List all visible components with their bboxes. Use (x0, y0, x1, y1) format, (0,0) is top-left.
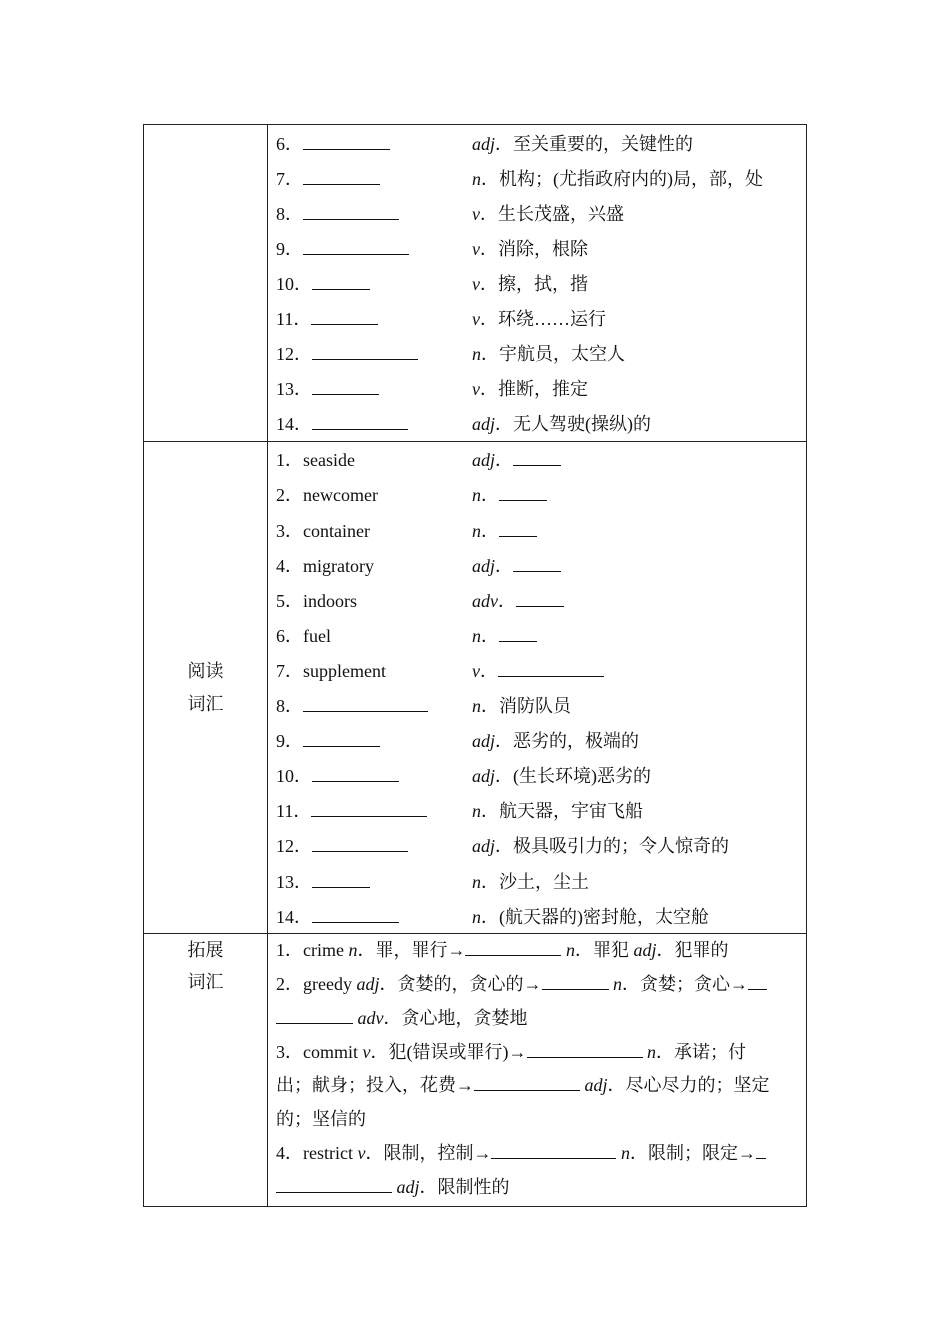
english-term: container (303, 520, 370, 541)
reading-row (276, 442, 796, 477)
answer-blank[interactable] (276, 1009, 353, 1024)
pos-dot: ． (480, 309, 498, 330)
meaning-cell (472, 727, 796, 753)
answer-blank[interactable] (499, 486, 547, 501)
item-number: 5． (276, 590, 303, 611)
term-cell (276, 517, 472, 543)
part-of-speech: n (647, 1041, 656, 1062)
text-run: 的；坚信的 (276, 1109, 366, 1130)
term-cell (276, 868, 472, 894)
term-cell (276, 903, 472, 929)
term-cell (276, 762, 472, 788)
item-number: 7． (276, 168, 303, 189)
text-run: 2．greedy (276, 973, 357, 994)
meaning-cell (472, 692, 796, 718)
term-cell (276, 130, 472, 156)
vocabulary-table (143, 124, 807, 1207)
text-run: ．罪犯 (574, 940, 634, 961)
reading-row (276, 512, 796, 547)
answer-blank[interactable] (312, 380, 379, 395)
answer-blank[interactable] (465, 941, 561, 956)
meaning-cell (472, 270, 796, 296)
answer-blank[interactable] (303, 170, 380, 185)
item-number: 9． (276, 731, 303, 752)
answer-blank[interactable] (516, 592, 564, 607)
top-row (276, 371, 796, 406)
answer-blank[interactable] (312, 275, 370, 290)
text-run: ．限制性的 (419, 1176, 510, 1197)
part-of-speech: adj (584, 1075, 608, 1096)
pos-dot: ． (495, 766, 514, 787)
answer-blank[interactable] (311, 802, 427, 817)
pos-dot: ． (481, 485, 499, 506)
text-run: ．限制；限定→ (629, 1142, 756, 1163)
meaning-cell (472, 446, 796, 472)
part-of-speech: n (620, 1142, 630, 1163)
reading-category-line1: 阅读 (187, 660, 224, 681)
reading-row (276, 863, 796, 898)
item-number: 9． (276, 238, 303, 259)
meaning-cell (472, 517, 796, 543)
extension-line (276, 1103, 796, 1137)
meaning-cell (472, 762, 796, 788)
top-row (276, 336, 796, 371)
item-number: 11． (276, 309, 312, 330)
item-number: 14． (276, 906, 312, 927)
extension-item (276, 1137, 796, 1205)
chinese-meaning: 擦，拭，揩 (498, 273, 588, 294)
part-of-speech: adj (472, 450, 496, 471)
meaning-cell (472, 235, 796, 261)
part-of-speech: adj (472, 133, 496, 154)
extended-category-line1: 拓展 (187, 940, 224, 961)
part-of-speech: adj (472, 414, 496, 435)
extension-line (276, 1137, 796, 1171)
chinese-meaning: (航天器的)密封舱，太空舱 (499, 906, 709, 927)
term-cell (276, 692, 472, 718)
answer-blank[interactable] (276, 1178, 392, 1193)
answer-blank[interactable] (311, 310, 378, 325)
section-extended (144, 934, 807, 1207)
part-of-speech: adj (396, 1176, 420, 1197)
answer-blank[interactable] (513, 557, 561, 572)
item-number: 14． (276, 414, 312, 435)
pos-dot: ． (481, 520, 499, 541)
english-term: indoors (303, 590, 357, 611)
term-cell (276, 235, 472, 261)
chinese-meaning: 宇航员，太空人 (499, 344, 625, 365)
part-of-speech: v (472, 273, 480, 294)
pos-dot: ． (495, 133, 514, 154)
item-number: 13． (276, 379, 312, 400)
section-reading (144, 441, 807, 933)
chinese-meaning: 机构；(尤指政府内的)局，部，处 (499, 168, 763, 189)
answer-blank[interactable] (312, 415, 408, 430)
item-number: 6． (276, 133, 303, 154)
part-of-speech: n (472, 801, 481, 822)
answer-blank[interactable] (312, 873, 370, 888)
chinese-meaning: 环绕……运行 (498, 309, 606, 330)
top-row (276, 160, 796, 195)
term-cell (276, 657, 472, 683)
answer-blank[interactable] (491, 1144, 616, 1159)
part-of-speech: adj (356, 973, 380, 994)
meaning-cell (472, 552, 796, 578)
term-cell (276, 305, 472, 331)
pos-dot: ． (495, 836, 514, 857)
part-of-speech: n (613, 973, 622, 994)
part-of-speech: adj (472, 731, 496, 752)
part-of-speech: n (472, 696, 481, 717)
text-run: 4．restrict (276, 1142, 358, 1163)
answer-blank[interactable] (474, 1076, 580, 1091)
term-cell (276, 165, 472, 191)
chinese-meaning: 推断，推定 (498, 379, 588, 400)
answer-blank[interactable] (312, 767, 399, 782)
answer-blank[interactable] (303, 697, 428, 712)
english-term: seaside (303, 450, 355, 471)
meaning-cell (472, 305, 796, 331)
pos-dot: ． (480, 273, 498, 294)
pos-dot: ． (480, 379, 498, 400)
meaning-cell (472, 130, 796, 156)
text-run: ．犯罪的 (656, 940, 729, 961)
english-term: fuel (303, 625, 331, 646)
vocabulary-sheet (143, 124, 807, 1207)
text-run: ．贪婪；贪心→ (622, 973, 748, 994)
pos-dot: ． (481, 871, 499, 892)
section-reading-category (144, 441, 268, 933)
term-cell (276, 552, 472, 578)
answer-blank[interactable] (312, 837, 408, 852)
part-of-speech: adj (472, 766, 496, 787)
section-top-content (268, 125, 807, 442)
reading-row (276, 617, 796, 652)
meaning-cell (472, 410, 796, 436)
term-cell (276, 832, 472, 858)
answer-blank[interactable] (312, 908, 399, 923)
part-of-speech: v (472, 238, 480, 259)
item-number: 10． (276, 766, 312, 787)
meaning-cell (472, 868, 796, 894)
chinese-meaning: 沙土，尘土 (499, 871, 589, 892)
pos-dot: ． (481, 906, 499, 927)
pos-dot: ． (495, 414, 514, 435)
term-cell (276, 446, 472, 472)
reading-category-line2: 词汇 (187, 693, 224, 714)
text-run: ．罪，罪行→ (357, 940, 466, 961)
part-of-speech: v (472, 660, 480, 681)
pos-dot: ． (495, 555, 514, 576)
reading-row (276, 582, 796, 617)
chinese-meaning: 消除，根除 (498, 238, 588, 259)
answer-blank[interactable] (303, 135, 390, 150)
term-cell (276, 270, 472, 296)
answer-blank[interactable] (513, 451, 561, 466)
extension-line (276, 1069, 796, 1103)
part-of-speech: n (472, 344, 481, 365)
meaning-cell (472, 797, 796, 823)
part-of-speech: v (472, 203, 480, 224)
item-number: 7． (276, 660, 303, 681)
chinese-meaning: 极具吸引力的；令人惊奇的 (513, 836, 730, 857)
part-of-speech: v (362, 1041, 371, 1062)
part-of-speech: n (472, 625, 481, 646)
section-extended-content (268, 934, 807, 1207)
term-cell (276, 375, 472, 401)
top-row (276, 265, 796, 300)
item-number: 6． (276, 625, 303, 646)
pos-dot: ． (480, 238, 498, 259)
pos-dot: ． (481, 168, 499, 189)
reading-row (276, 477, 796, 512)
section-reading-content (268, 441, 807, 933)
term-cell (276, 410, 472, 436)
meaning-cell (472, 657, 796, 683)
part-of-speech: adv (357, 1007, 384, 1028)
text-run: ．贪婪的，贪心的→ (379, 973, 542, 994)
meaning-cell (472, 587, 796, 613)
reading-row (276, 758, 796, 793)
answer-blank[interactable] (303, 205, 399, 220)
text-run: ．尽心尽力的；坚定 (607, 1075, 770, 1096)
term-cell (276, 587, 472, 613)
extension-item (276, 1036, 796, 1137)
answer-blank[interactable] (499, 522, 537, 537)
term-cell (276, 340, 472, 366)
item-number: 8． (276, 203, 303, 224)
extension-item (276, 968, 796, 1036)
term-cell (276, 797, 472, 823)
extension-line (276, 1002, 796, 1036)
part-of-speech: adj (633, 940, 657, 961)
item-number: 12． (276, 344, 312, 365)
part-of-speech: v (472, 379, 480, 400)
reading-row (276, 898, 796, 933)
extension-line (276, 934, 796, 968)
meaning-cell (472, 481, 796, 507)
meaning-cell (472, 832, 796, 858)
reading-row (276, 547, 796, 582)
english-term: supplement (303, 660, 386, 681)
part-of-speech: n (348, 940, 358, 961)
item-number: 4． (276, 555, 303, 576)
text-run: 1．crime (276, 940, 349, 961)
reading-row (276, 723, 796, 758)
part-of-speech: adv (472, 590, 498, 611)
meaning-cell (472, 375, 796, 401)
part-of-speech: n (472, 485, 481, 506)
item-number: 13． (276, 871, 312, 892)
text-run: ．承诺；付 (656, 1041, 746, 1062)
item-number: 11． (276, 801, 312, 822)
meaning-cell (472, 165, 796, 191)
answer-blank[interactable] (542, 975, 609, 990)
top-row (276, 125, 796, 160)
term-cell (276, 622, 472, 648)
part-of-speech: v (357, 1142, 366, 1163)
part-of-speech: n (472, 520, 481, 541)
pos-dot: ． (498, 590, 516, 611)
part-of-speech: n (472, 168, 481, 189)
item-number: 1． (276, 450, 303, 471)
chinese-meaning: 消防队员 (499, 696, 571, 717)
answer-blank[interactable] (303, 732, 380, 747)
answer-blank[interactable] (527, 1043, 643, 1058)
extension-item (276, 934, 796, 968)
pos-dot: ． (481, 344, 499, 365)
item-number: 8． (276, 696, 303, 717)
text-run: ．贪心地，贪婪地 (383, 1007, 528, 1028)
chinese-meaning: 生长茂盛，兴盛 (498, 203, 624, 224)
reading-row (276, 688, 796, 723)
meaning-cell (472, 622, 796, 648)
section-top-category (144, 125, 268, 442)
pos-dot: ． (495, 731, 514, 752)
chinese-meaning: 无人驾驶(操纵)的 (513, 414, 652, 435)
chinese-meaning: 恶劣的，极端的 (513, 731, 640, 752)
meaning-cell (472, 903, 796, 929)
pos-dot: ． (481, 696, 499, 717)
pos-dot: ． (481, 625, 499, 646)
text-run: 出；献身；投入，花费→ (276, 1075, 474, 1096)
extension-line (276, 1036, 796, 1070)
part-of-speech: n (472, 906, 481, 927)
part-of-speech: n (565, 940, 575, 961)
part-of-speech: adj (472, 836, 496, 857)
answer-blank[interactable] (748, 975, 767, 990)
reading-row (276, 828, 796, 863)
term-cell (276, 481, 472, 507)
pos-dot: ． (495, 450, 514, 471)
top-row (276, 195, 796, 230)
meaning-cell (472, 200, 796, 226)
top-row (276, 230, 796, 265)
part-of-speech: n (472, 871, 481, 892)
english-term: newcomer (303, 485, 378, 506)
chinese-meaning: 至关重要的，关键性的 (513, 133, 694, 154)
top-row (276, 406, 796, 441)
section-extended-category (144, 934, 268, 1207)
extension-line (276, 1171, 796, 1205)
item-number: 2． (276, 485, 303, 506)
text-run: ．限制，控制→ (365, 1142, 492, 1163)
text-run: 3．commit (276, 1041, 363, 1062)
part-of-speech: adj (472, 555, 496, 576)
section-top (144, 125, 807, 442)
reading-row (276, 652, 796, 687)
answer-blank[interactable] (498, 662, 604, 677)
chinese-meaning: (生长环境)恶劣的 (513, 766, 652, 787)
part-of-speech: v (472, 309, 480, 330)
pos-dot: ． (480, 203, 498, 224)
meaning-cell (472, 340, 796, 366)
answer-blank[interactable] (499, 627, 537, 642)
reading-row (276, 793, 796, 828)
answer-blank[interactable] (303, 240, 409, 255)
chinese-meaning: 航天器，宇宙飞船 (499, 801, 643, 822)
text-run: ．犯(错误或罪行)→ (370, 1041, 527, 1062)
item-number: 12． (276, 836, 312, 857)
pos-dot: ． (480, 660, 498, 681)
extended-category-line2: 词汇 (187, 972, 224, 993)
top-row (276, 300, 796, 335)
item-number: 3． (276, 520, 303, 541)
extension-line (276, 968, 796, 1002)
pos-dot: ． (481, 801, 499, 822)
answer-blank[interactable] (756, 1144, 766, 1159)
item-number: 10． (276, 273, 312, 294)
answer-blank[interactable] (312, 345, 418, 360)
english-term: migratory (303, 555, 374, 576)
term-cell (276, 200, 472, 226)
term-cell (276, 727, 472, 753)
